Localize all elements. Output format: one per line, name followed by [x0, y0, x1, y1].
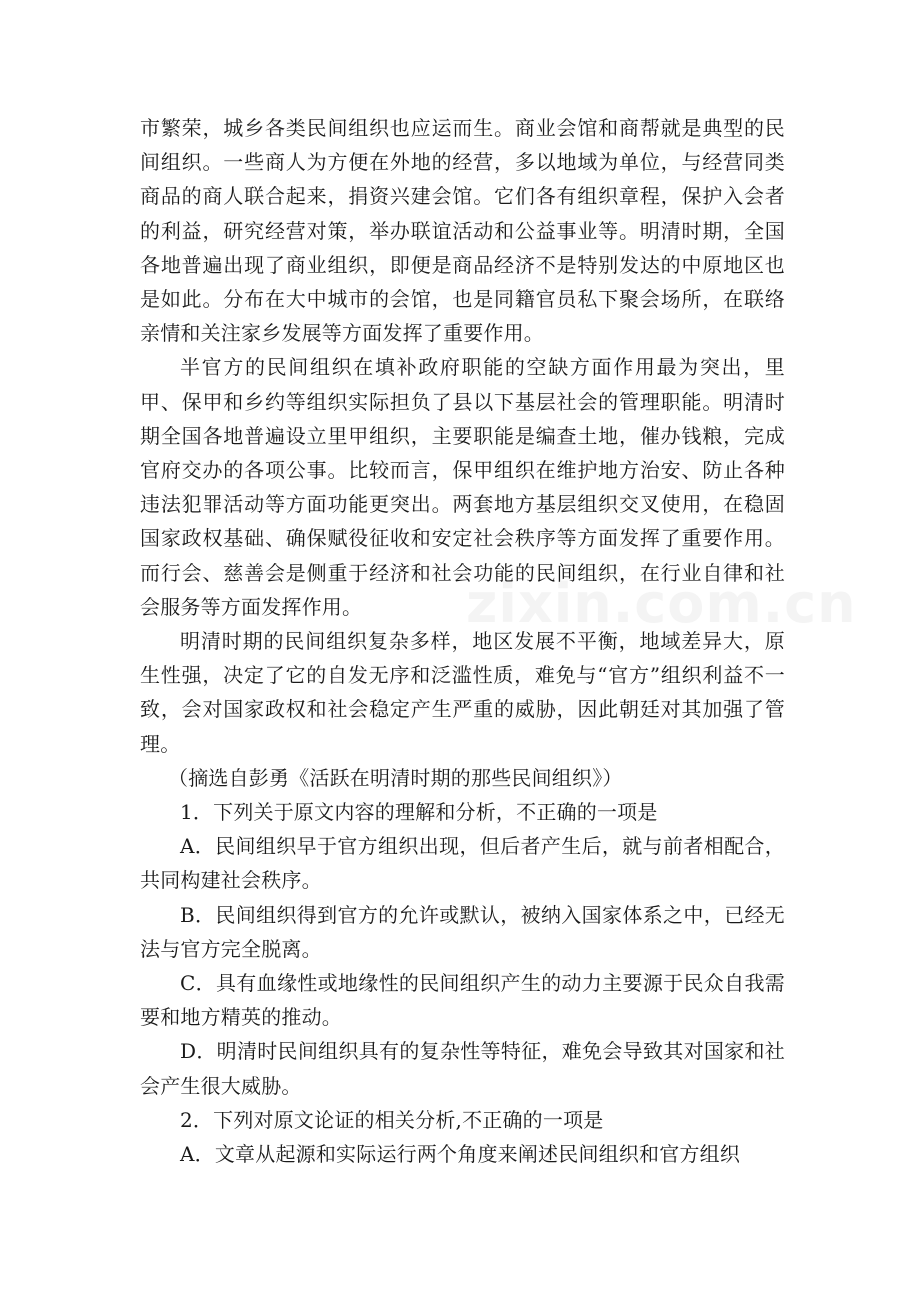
watermark: zixin.com.cn — [466, 572, 857, 635]
question-1-option-c: C．具有血缘性或地缘性的民间组织产生的动力主要源于民众自我需要和地方精英的推动。 — [140, 971, 785, 1030]
question-2-stem: 2．下列对原文论证的相关分析,不正确的一项是 — [180, 1107, 604, 1132]
question-1-option-d: D．明清时民间组织具有的复杂性等特征，难免会导致其对国家和社会产生很大威胁。 — [140, 1039, 785, 1098]
paragraph-conclusion: 明清时期的民间组织复杂多样，地区发展不平衡，地域差异大，原生性强，决定了它的自发无序和泛滥性质，难免与“官方”组织利益不一致，会对国家政权和社会稳定产生严重的威胁，因此朝廷对其加强了管理。 — [140, 629, 785, 756]
paragraph-semi-official: 半官方的民间组织在填补政府职能的空缺方面作用最为突出，里甲、保甲和乡约等组织实际担负了县以下基层社会的管理职能。明清时期全国各地普遍设立里甲组织，主要职能是编查土地，催办钱粮，完成官府交办的各项公事。比较而言，保甲组织在维护地方治安、防止各种违法犯罪活动等方面功能更突出。两套地方基层组织交叉使用，在稳固国家政权基础、确保赋役征收和安定社会秩序等方面发挥了重要作用。而行会、慈善会是侧重于经济和社会功能的民间组织，在行业自律和社会服务等方面发挥作用。 — [140, 355, 785, 619]
question-1-option-b: B．民间组织得到官方的允许或默认，被纳入国家体系之中，已经无法与官方完全脱离。 — [140, 902, 785, 961]
question-2-option-a: A．文章从起源和实际运行两个角度来阐述民间组织和官方组织 — [180, 1142, 741, 1167]
source-citation: （摘选自彭勇《活跃在明清时期的那些民间组织》） — [168, 765, 623, 790]
paragraph-continuation: 市繁荣，城乡各类民间组织也应运而生。商业会馆和商帮就是典型的民间组织。一些商人为方便在外地的经营，多以地域为单位，与经营同类商品的商人联合起来，捐资兴建会馆。它们各有组织章程，保护入会者的利益，研究经营对策，举办联谊活动和公益事业等。明清时期，全国各地普遍出现了商业组织，即便是商品经济不是特别发达的中原地区也是如此。分布在大中城市的会馆，也是同籍官员私下聚会场所，在联络亲情和关注家乡发展等方面发挥了重要作用。 — [140, 116, 785, 346]
question-1-stem: 1．下列关于原文内容的理解和分析，不正确的一项是 — [180, 800, 658, 825]
question-1-option-a: A．民间组织早于官方组织出现，但后者产生后，就与前者相配合，共同构建社会秩序。 — [140, 834, 785, 893]
document-body — [140, 111, 785, 1171]
